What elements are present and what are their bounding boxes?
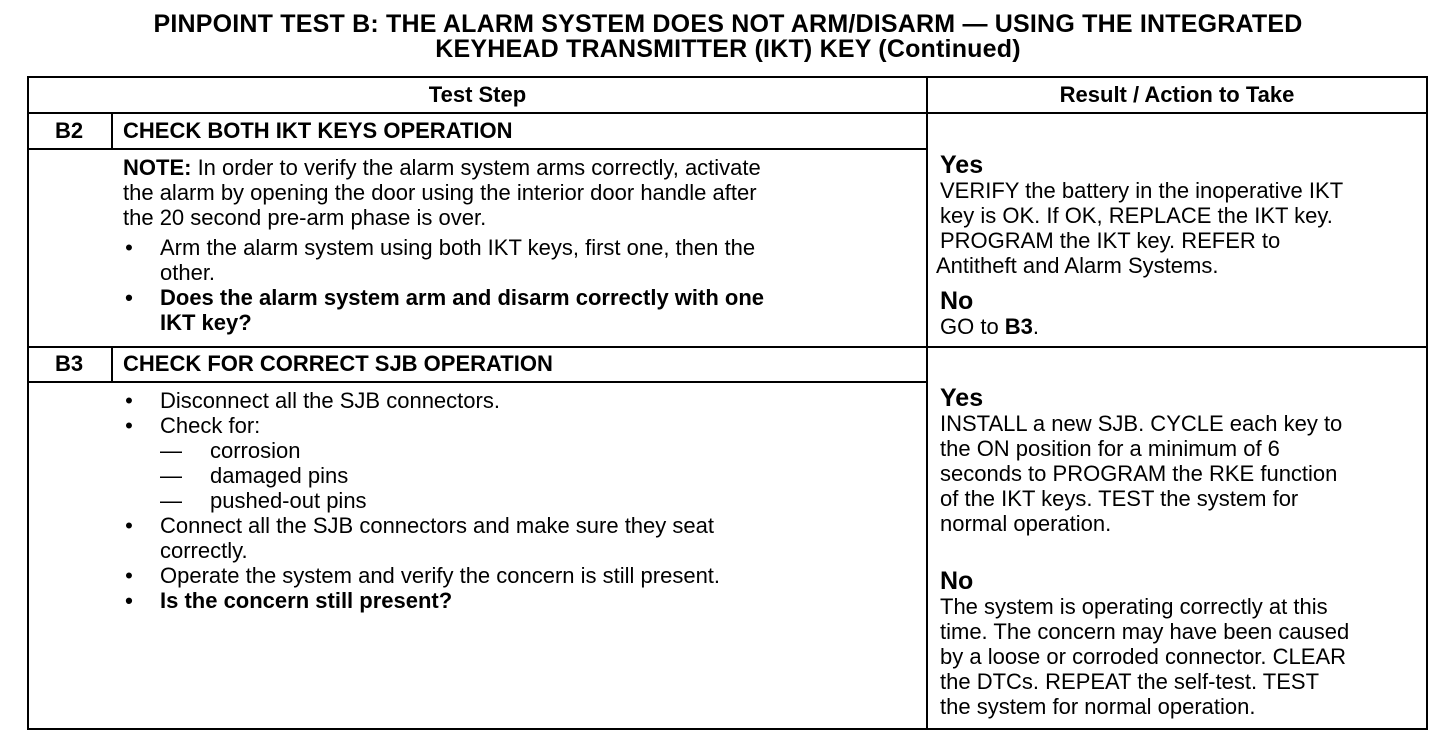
b2-yes-line-1: VERIFY the battery in the inoperative IKT [940,178,1344,203]
b2-bullet-1-line-2: other. [160,260,216,285]
bullet-icon [123,588,160,613]
step-title-b3: CHECK FOR CORRECT SJB OPERATION [123,351,553,376]
b3-no-line-3: by a loose or corroded connector. CLEAR [940,644,1347,669]
b3-bullet-4-line-1: Operate the system and verify the concern is still present. [160,563,721,588]
b3-bullet-3-line-1: Connect all the SJB connectors and make sure they seat [160,513,714,538]
step-id-b3: B3 [54,351,84,376]
b3-bullet-3-line-2: correctly. [160,538,248,563]
b3-bullet-1-line-1: Disconnect all the SJB connectors. [160,388,500,413]
table-border-right [1426,76,1428,730]
note-line-1: In order to verify the alarm system arms correctly, activate [191,155,761,180]
column-divider [926,76,928,730]
b2-bullet-1-line-1: Arm the alarm system using both IKT keys, first one, then the [160,235,756,260]
b3-dash-3 [123,488,918,513]
b3-dash-1 [123,438,918,463]
page-title [0,12,1456,62]
b3-dash-2 [123,463,918,488]
b3-no-label: No [940,567,974,595]
bullet-icon [123,285,160,310]
b3-bullet-5 [123,588,918,613]
b3-dash-3-text: pushed-out pins [210,488,367,513]
b3-yes-line-1: INSTALL a new SJB. CYCLE each key to [940,411,1343,436]
b3-yes-line-2: the ON position for a minimum of 6 [940,436,1280,461]
title-line-2: KEYHEAD TRANSMITTER (IKT) KEY (Continued) [435,35,1021,63]
b2-bullet-2 [123,285,918,335]
b3-bullet-3 [123,513,918,563]
dash-icon [160,488,210,513]
bullet-icon [123,235,160,260]
b3-yes-line-5: normal operation. [940,511,1112,536]
bullet-icon [123,388,160,413]
row-divider [27,346,1428,348]
step-title-b2: CHECK BOTH IKT KEYS OPERATION [123,118,513,143]
b3-no-line-2: time. The concern may have been caused [940,619,1350,644]
dash-icon [160,438,210,463]
b2-instructions [123,155,918,335]
b3-yes-line-4: of the IKT keys. TEST the system for [940,486,1299,511]
b2-id-divider [111,112,113,149]
b3-yes-label: Yes [940,384,984,412]
b3-dash-1-text: corrosion [210,438,301,463]
header-result: Result / Action to Take [1059,82,1295,107]
note-label: NOTE: [123,155,192,180]
b3-bullet-1 [123,388,918,413]
header-divider [27,112,1428,114]
note-line-2: the alarm by opening the door using the interior door handle after [123,180,757,205]
table-border-left [27,76,29,730]
step-id-b2: B2 [54,118,84,143]
b2-no-label: No [940,287,974,315]
b2-title-divider [27,148,928,150]
b2-yes-label: Yes [940,151,984,179]
b2-bullet-2-line-2: IKT key? [160,310,252,335]
b2-bullet-1 [123,235,918,285]
bullet-icon [123,413,160,438]
b3-no-line-5: the system for normal operation. [940,694,1256,719]
b3-id-divider [111,346,113,382]
b2-yes-line-3: PROGRAM the IKT key. REFER to [940,228,1281,253]
b2-result [936,151,1420,339]
bullet-icon [123,563,160,588]
b2-no-prefix: GO to [940,314,1005,339]
table-border-bottom [27,728,1428,730]
dash-icon [160,463,210,488]
b3-instructions [123,388,918,613]
bullet-icon [123,513,160,538]
table-border-top [27,76,1428,78]
b3-bullet-2-line-1: Check for: [160,413,261,438]
b2-note [123,155,918,180]
b3-title-divider [27,381,928,383]
b2-no-target: B3 [1004,314,1033,339]
b3-no-line-1: The system is operating correctly at this [940,594,1328,619]
title-line-1: PINPOINT TEST B: THE ALARM SYSTEM DOES NOT ARM/DISARM — USING THE INTEGRATED [153,10,1303,38]
b2-no-suffix: . [1032,314,1040,339]
b3-result [940,385,1420,719]
b3-bullet-4 [123,563,918,588]
b3-bullet-2 [123,413,918,438]
b3-no-line-4: the DTCs. REPEAT the self-test. TEST [940,669,1320,694]
note-line-3: the 20 second pre-arm phase is over. [123,205,487,230]
b3-dash-2-text: damaged pins [210,463,349,488]
b2-yes-line-2: key is OK. If OK, REPLACE the IKT key. [940,203,1333,228]
b3-yes-line-3: seconds to PROGRAM the RKE function [940,461,1338,486]
b2-yes-line-4: Antitheft and Alarm Systems. [936,253,1219,278]
b3-bullet-5-line-1: Is the concern still present? [160,588,453,613]
header-test-step: Test Step [428,82,527,107]
b2-bullet-2-line-1: Does the alarm system arm and disarm correctly with one [160,285,765,310]
b2-no-line [940,314,1420,339]
